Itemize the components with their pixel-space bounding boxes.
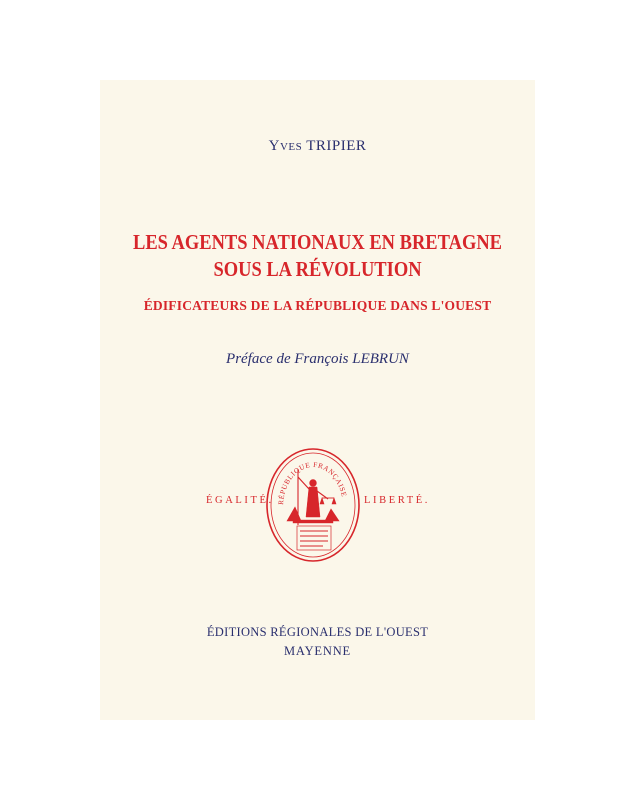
motto-egalite: ÉGALITÉ. <box>206 495 274 506</box>
publisher-name: ÉDITIONS RÉGIONALES DE L'OUEST <box>206 625 429 639</box>
author-first-name: Yves <box>268 138 303 154</box>
author-name <box>100 138 535 155</box>
book-cover <box>100 80 535 720</box>
book-title-line-2: SOUS LA RÉVOLUTION <box>213 257 422 281</box>
motto-liberte: LIBERTÉ. <box>364 495 430 506</box>
book-title-line-1: LES AGENTS NATIONAUX EN BRETAGNE <box>132 230 502 254</box>
republic-seal-icon <box>265 447 361 563</box>
author-last-name: TRIPIER <box>306 138 367 154</box>
preface-credit: Préface de François LEBRUN <box>226 351 409 367</box>
svg-text:RÉPUBLIQUE FRANÇAISE: RÉPUBLIQUE FRANÇAISE <box>276 460 349 506</box>
publisher-city: MAYENNE <box>284 644 351 658</box>
book-subtitle: ÉDIFICATEURS DE LA RÉPUBLIQUE DANS L'OUEST <box>143 298 492 313</box>
